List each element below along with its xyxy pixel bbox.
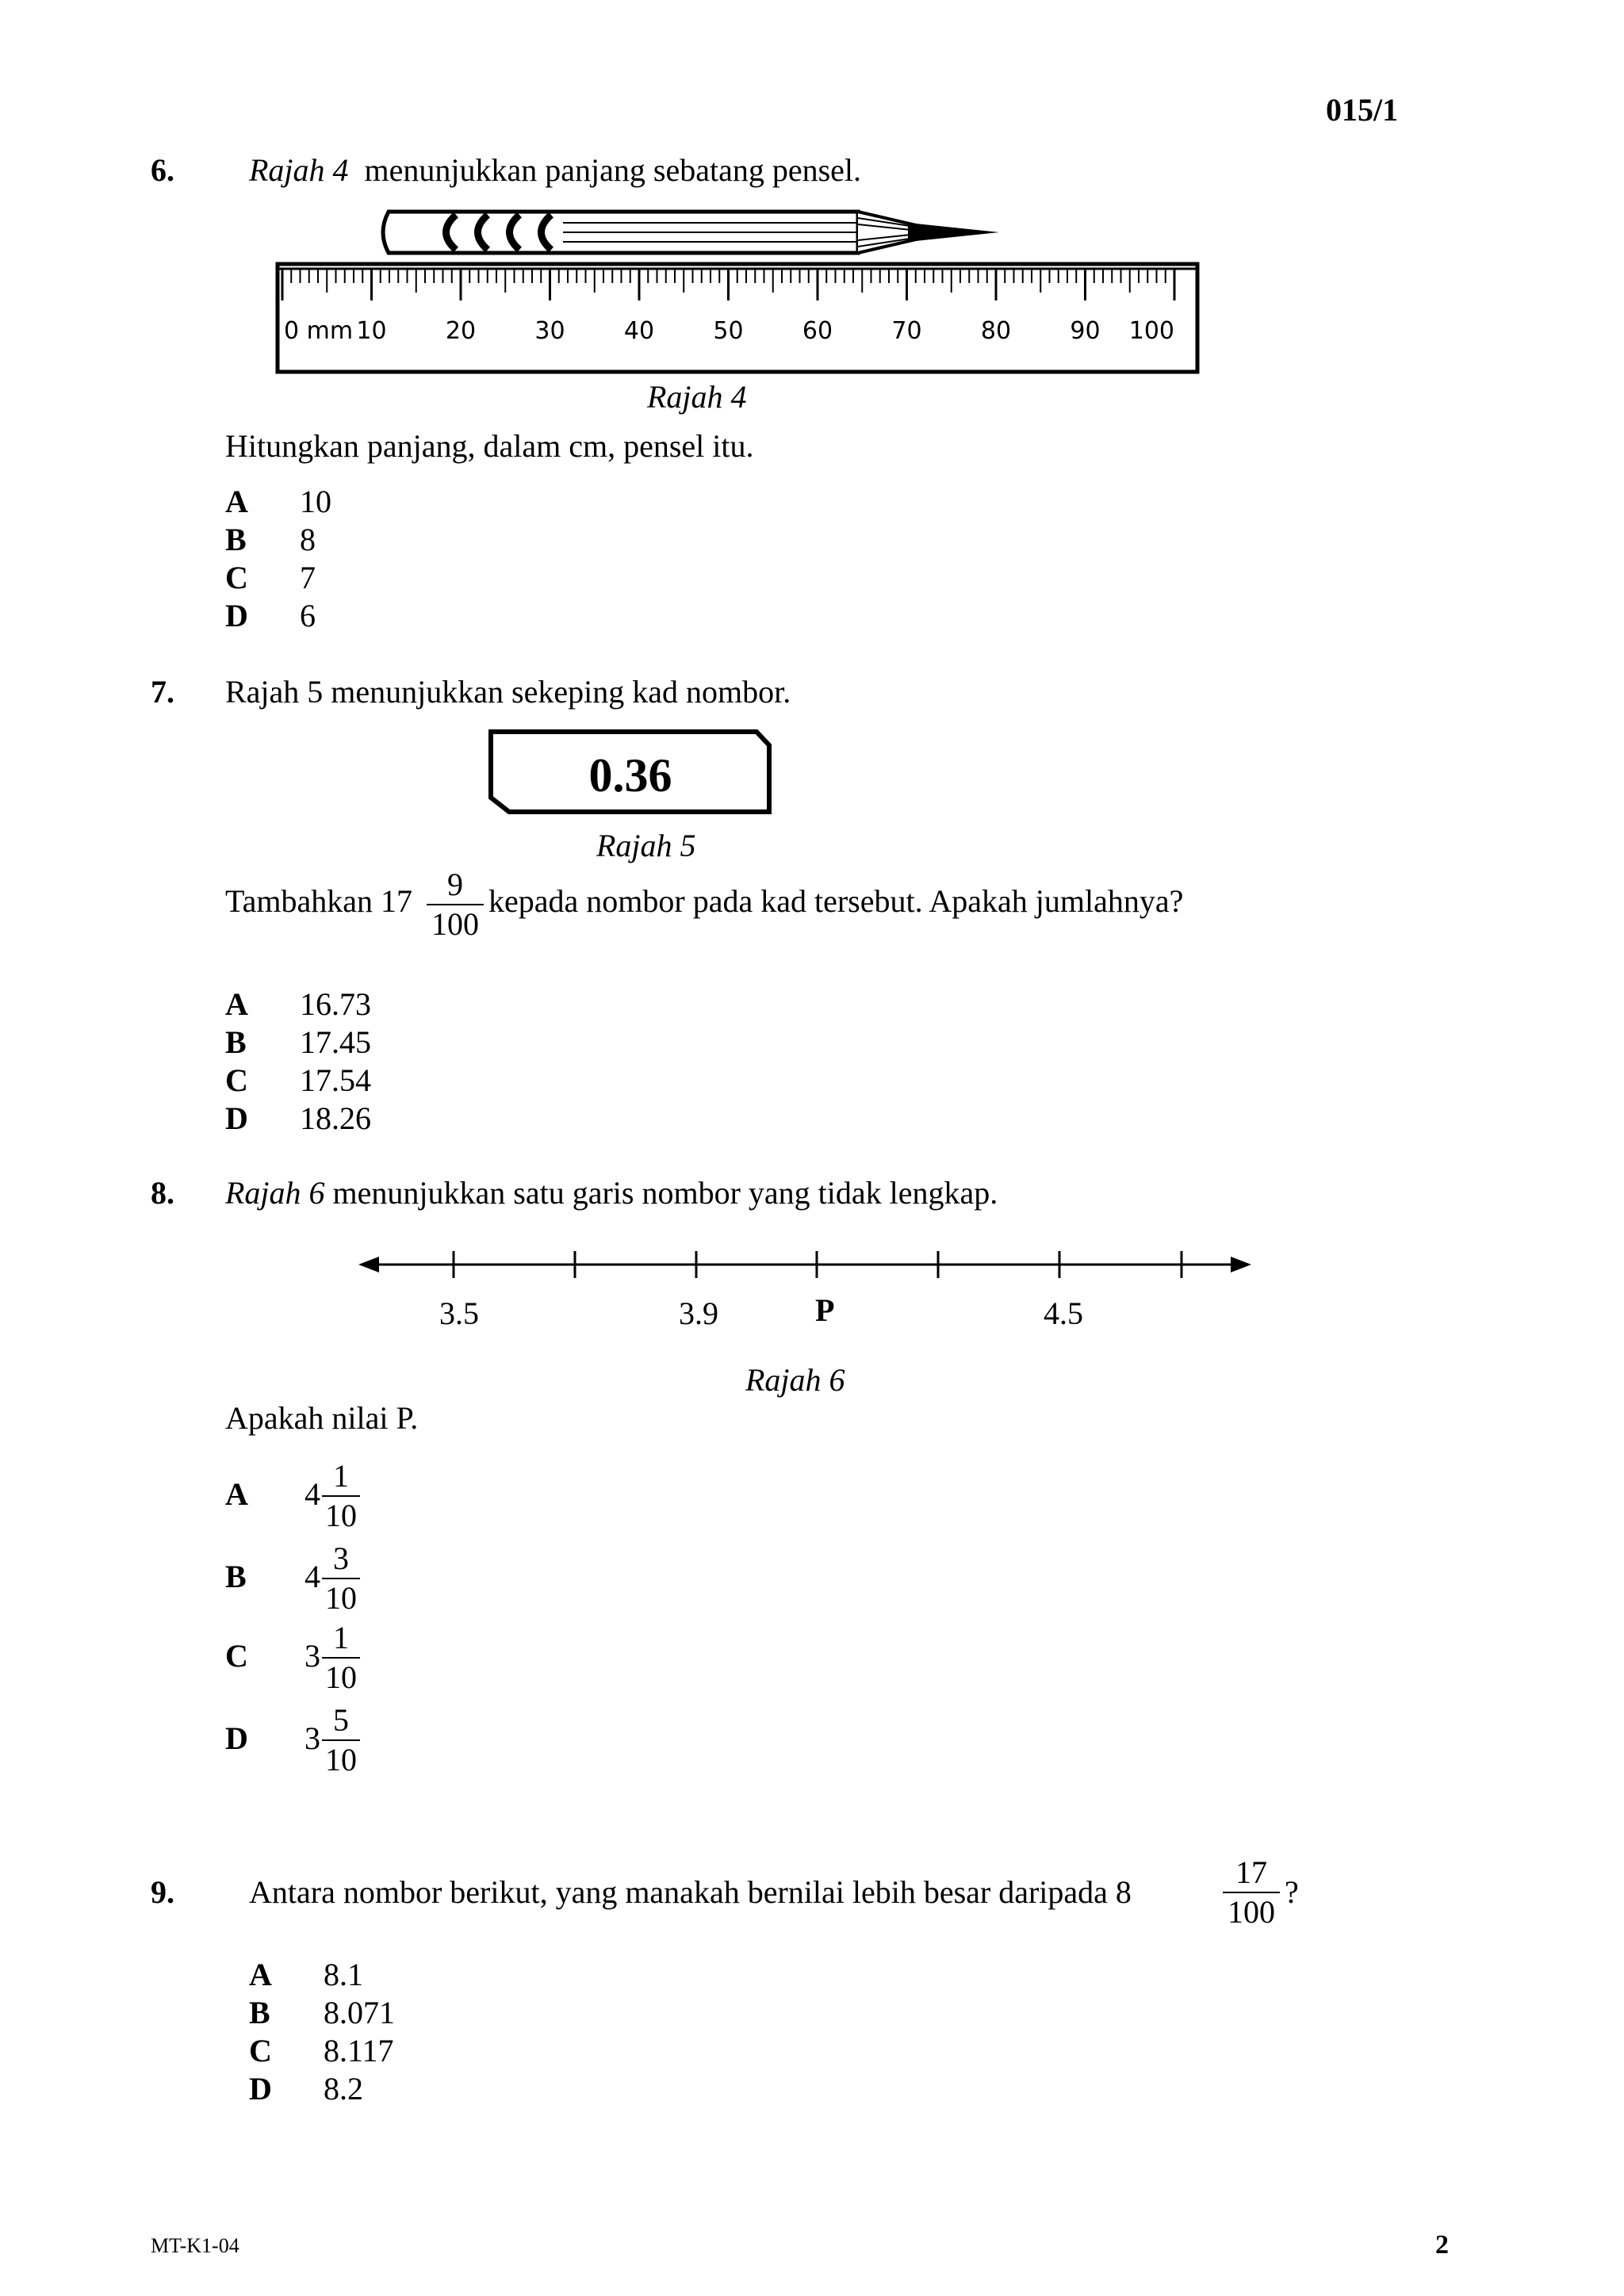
ruler: [278, 264, 1197, 372]
option-text[interactable]: 8.071: [324, 1995, 395, 2030]
question-6-stem-text: menunjukkan panjang sebatang pensel.: [364, 152, 862, 188]
question-8-stem: [225, 1175, 998, 1211]
option-letter: B: [225, 1559, 247, 1594]
option-letter: D: [225, 1720, 248, 1756]
fraction: [427, 867, 484, 942]
pencil-ruler-figure: [270, 202, 1205, 377]
number-line-label: 3.5: [439, 1295, 479, 1331]
option-letter: A: [225, 986, 248, 1022]
footer-code: MT-K1-04: [151, 2234, 239, 2257]
ruler-label: 10: [356, 317, 387, 345]
figure-6-caption: Rajah 6: [745, 1362, 845, 1398]
right-arrow-icon: [1231, 1257, 1251, 1272]
option-whole[interactable]: 3: [304, 1720, 320, 1756]
option-whole[interactable]: 3: [304, 1638, 320, 1674]
figure-reference: Rajah 6: [225, 1175, 325, 1211]
pencil-icon: [383, 212, 999, 253]
fraction-denominator: 10: [325, 1659, 357, 1695]
option-text[interactable]: 10: [300, 484, 331, 519]
option-fraction[interactable]: [322, 1541, 360, 1616]
option-letter: B: [249, 1995, 270, 2030]
option-letter: A: [225, 484, 248, 519]
paper-code: 015/1: [1326, 92, 1399, 128]
option-letter: C: [249, 2033, 272, 2068]
fraction-numerator: 17: [1223, 1855, 1280, 1893]
question-7-stem: Rajah 5 menunjukkan sekeping kad nombor.: [225, 674, 791, 710]
number-line-label-p: P: [815, 1292, 835, 1328]
ruler-label: 40: [623, 317, 655, 345]
question-mark: ?: [1285, 1874, 1299, 1910]
option-letter: C: [225, 1638, 248, 1674]
fraction-denominator: 10: [325, 1498, 357, 1533]
option-whole[interactable]: 4: [304, 1476, 320, 1512]
option-text[interactable]: 6: [300, 598, 316, 633]
fraction: [1223, 1855, 1280, 1930]
question-6-stem: [249, 152, 861, 189]
ruler-label: 30: [534, 317, 565, 345]
option-whole[interactable]: 4: [304, 1559, 320, 1594]
fraction-denominator: 10: [325, 1742, 357, 1777]
figure-reference: Rajah 4: [249, 152, 349, 188]
ruler-label: 50: [713, 317, 744, 345]
question-7-text-pre: Tambahkan 17: [225, 883, 413, 919]
question-8-stem-text: menunjukkan satu garis nombor yang tidak lengkap.: [332, 1175, 998, 1211]
figure-4-caption: Rajah 4: [647, 379, 747, 415]
option-fraction[interactable]: [322, 1703, 360, 1777]
ruler-label: 20: [445, 317, 477, 345]
ruler-label: 0 mm: [284, 317, 354, 345]
question-8-number: 8.: [151, 1175, 174, 1211]
option-fraction[interactable]: [322, 1459, 360, 1533]
ruler-label: 100: [1128, 317, 1174, 345]
option-letter: D: [225, 598, 248, 633]
fraction-denominator: 100: [1228, 1894, 1275, 1930]
fraction-numerator: 1: [322, 1459, 360, 1497]
fraction-denominator: 10: [325, 1580, 357, 1616]
question-9-number: 9.: [151, 1874, 174, 1910]
fraction-numerator: 1: [322, 1621, 360, 1659]
option-text[interactable]: 18.26: [300, 1100, 371, 1136]
question-6-text: Hitungkan panjang, dalam cm, pensel itu.: [225, 428, 754, 464]
option-letter: B: [225, 1024, 247, 1060]
page-number: 2: [1435, 2230, 1449, 2260]
fraction-numerator: 3: [322, 1541, 360, 1579]
question-9-stem: Antara nombor berikut, yang manakah bernilai lebih besar daripada 8: [249, 1874, 1132, 1910]
ruler-label: 60: [802, 317, 833, 345]
option-letter: D: [249, 2071, 272, 2107]
fraction-denominator: 100: [431, 906, 479, 942]
option-letter: A: [225, 1476, 248, 1512]
question-8-text: Apakah nilai P.: [225, 1400, 419, 1436]
ruler-label: 90: [1070, 317, 1101, 345]
option-text[interactable]: 17.54: [300, 1062, 371, 1098]
ruler-label: 70: [891, 317, 922, 345]
option-text[interactable]: 8: [300, 522, 316, 557]
option-letter: B: [225, 522, 247, 557]
option-letter: C: [225, 560, 248, 595]
fraction-numerator: 5: [322, 1703, 360, 1741]
option-fraction[interactable]: [322, 1621, 360, 1695]
number-card-value: 0.36: [588, 750, 672, 794]
option-letter: A: [249, 1957, 272, 1992]
option-text[interactable]: 7: [300, 560, 316, 595]
option-text[interactable]: 17.45: [300, 1024, 371, 1060]
fraction-numerator: 9: [427, 867, 484, 905]
question-7-text-post: kepada nombor pada kad tersebut. Apakah jumlahnya?: [488, 883, 1184, 919]
option-text[interactable]: 8.2: [324, 2071, 363, 2107]
number-line-label: 4.5: [1044, 1295, 1083, 1331]
option-text[interactable]: 16.73: [300, 986, 371, 1022]
option-letter: C: [225, 1062, 248, 1098]
option-text[interactable]: 8.117: [324, 2033, 394, 2068]
number-line-label: 3.9: [679, 1295, 718, 1331]
option-letter: D: [225, 1100, 248, 1136]
figure-5-caption: Rajah 5: [596, 828, 696, 863]
question-6-number: 6.: [151, 152, 174, 188]
option-text[interactable]: 8.1: [324, 1957, 363, 1992]
ruler-label: 80: [980, 317, 1012, 345]
number-line: [357, 1245, 1253, 1284]
left-arrow-icon: [358, 1257, 379, 1272]
question-7-number: 7.: [151, 674, 174, 710]
